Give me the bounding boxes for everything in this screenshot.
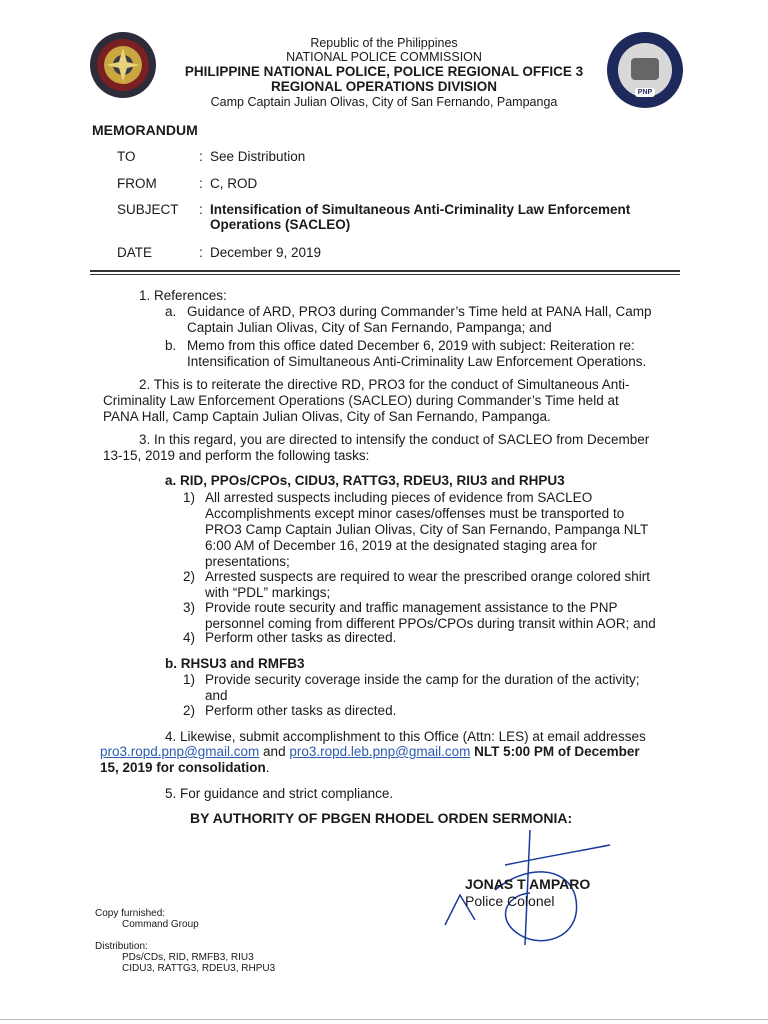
to-colon: : — [199, 149, 203, 164]
ref-b-num: b. — [165, 338, 177, 353]
a1-line4: 6:00 AM of December 16, 2019 at the designated staging area for — [205, 538, 597, 553]
header-napolcom: NATIONAL POLICE COMMISSION — [286, 50, 482, 64]
to-value: See Distribution — [210, 149, 306, 164]
email-link-2[interactable]: pro3.ropd.leb.pnp@gmail.com — [289, 744, 471, 759]
from-colon: : — [199, 176, 203, 191]
a2-line2: with “PDL” markings; — [205, 585, 331, 600]
a3-num: 3) — [183, 600, 196, 615]
para-1-heading: 1. References: — [139, 288, 227, 303]
email-link-1[interactable]: pro3.ropd.pnp@gmail.com — [100, 744, 260, 759]
a4-line1: Perform other tasks as directed. — [205, 630, 397, 645]
a1-line1: All arrested suspects including pieces of evidence from SACLEO — [205, 490, 593, 505]
to-label: TO — [117, 149, 136, 164]
footer-rule — [0, 1019, 768, 1020]
para-3-line1: 3. In this regard, you are directed to intensify the conduct of SACLEO from December — [139, 432, 650, 447]
a4-num: 4) — [183, 630, 196, 645]
section-a-heading: a. RID, PPOs/CPOs, CIDU3, RATTG3, RDEU3, RIU3 and RHPU3 — [165, 473, 565, 488]
date-label: DATE — [117, 245, 153, 260]
ref-a-line2: Captain Julian Olivas, City of San Fernando, Pampanga; and — [187, 320, 552, 335]
pro3-seal-badge: PNP — [637, 89, 653, 96]
subject-label: SUBJECT — [117, 202, 179, 217]
deadline-text-1: NLT 5:00 PM of December — [470, 744, 640, 759]
para-4-line3 — [100, 760, 270, 776]
a2-num: 2) — [183, 569, 196, 584]
memo-title: MEMORANDUM — [92, 122, 198, 138]
a1-num: 1) — [183, 490, 196, 505]
section-b-heading: b. RHSU3 and RMFB3 — [165, 656, 305, 671]
b1-num: 1) — [183, 672, 196, 687]
from-value: C, ROD — [210, 176, 258, 191]
para-3-line2: 13-15, 2019 and perform the following tasks: — [103, 448, 370, 463]
b1-line2: and — [205, 688, 228, 703]
header-pnp-pro3: PHILIPPINE NATIONAL POLICE, POLICE REGIONAL OFFICE 3 — [184, 64, 584, 79]
b2-num: 2) — [183, 703, 196, 718]
para-4-line1: 4. Likewise, submit accomplishment to this Office (Attn: LES) at email addresses — [165, 729, 646, 744]
distribution-line-2: CIDU3, RATTG3, RDEU3, RHPU3 — [122, 963, 276, 974]
deadline-text-2: 15, 2019 for consolidation — [100, 760, 266, 775]
distribution-label: Distribution: — [95, 941, 148, 952]
signatory-name: JONAS T AMPARO — [465, 876, 591, 892]
subject-colon: : — [199, 202, 203, 217]
para-4-line2 — [100, 744, 640, 760]
date-colon: : — [199, 245, 203, 260]
para-2-line3: PANA Hall, Camp Captain Julian Olivas, City of San Fernando, Pampanga. — [103, 409, 551, 424]
header-divider-thin — [90, 274, 680, 275]
signatory-rank: Police Colonel — [465, 893, 555, 909]
header-republic: Republic of the Philippines — [310, 36, 458, 50]
a1-line5: presentations; — [205, 554, 290, 569]
ref-b-line2: Intensification of Simultaneous Anti-Criminality Law Enforcement Operations. — [187, 354, 647, 369]
para-2-line1: 2. This is to reiterate the directive RD, PRO3 for the conduct of Simultaneous Anti- — [139, 377, 630, 392]
b2-line1: Perform other tasks as directed. — [205, 703, 397, 718]
header-divider-thick — [90, 270, 680, 272]
subject-value-2: Operations (SACLEO) — [210, 217, 351, 232]
para-4-end: . — [265, 760, 270, 775]
ref-b-line1: Memo from this office dated December 6, 2019 with subject: Reiteration re: — [187, 338, 635, 353]
para-5: 5. For guidance and strict compliance. — [165, 786, 394, 801]
a1-line2: Accomplishments except minor cases/offenses must be transported to — [205, 506, 625, 521]
header-address: Camp Captain Julian Olivas, City of San Fernando, Pampanga — [210, 95, 558, 109]
subject-value-1: Intensification of Simultaneous Anti-Criminality Law Enforcement — [210, 202, 631, 217]
a1-line3: PRO3 Camp Captain Julian Olivas, City of San Fernando, Pampanga NLT — [205, 522, 649, 537]
copy-furnished-label: Copy furnished: — [95, 908, 166, 919]
para-2-line2: Criminality Law Enforcement Operations (SACLEO) during Commander’s Time held at — [103, 393, 619, 408]
a3-line1: Provide route security and traffic management assistance to the PNP — [205, 600, 618, 615]
pnp-seal-left — [88, 30, 158, 100]
header-division: REGIONAL OPERATIONS DIVISION — [270, 79, 498, 94]
distribution-line-1: PDs/CDs, RID, RMFB3, RIU3 — [122, 952, 254, 963]
from-label: FROM — [117, 176, 157, 191]
ref-a-num: a. — [165, 304, 177, 319]
date-value: December 9, 2019 — [210, 245, 322, 260]
a2-line1: Arrested suspects are required to wear the prescribed orange colored shirt — [205, 569, 650, 584]
ref-a-line1: Guidance of ARD, PRO3 during Commander’s Time held at PANA Hall, Camp — [187, 304, 652, 319]
and-text: and — [259, 744, 290, 759]
a3-line2: personnel coming from different PPOs/CPOs during transit within AOR; and — [205, 616, 656, 631]
copy-furnished-value: Command Group — [122, 919, 199, 930]
b1-line1: Provide security coverage inside the camp for the duration of the activity; — [205, 672, 640, 687]
authority-line: BY AUTHORITY OF PBGEN RHODEL ORDEN SERMONIA: — [190, 810, 573, 826]
